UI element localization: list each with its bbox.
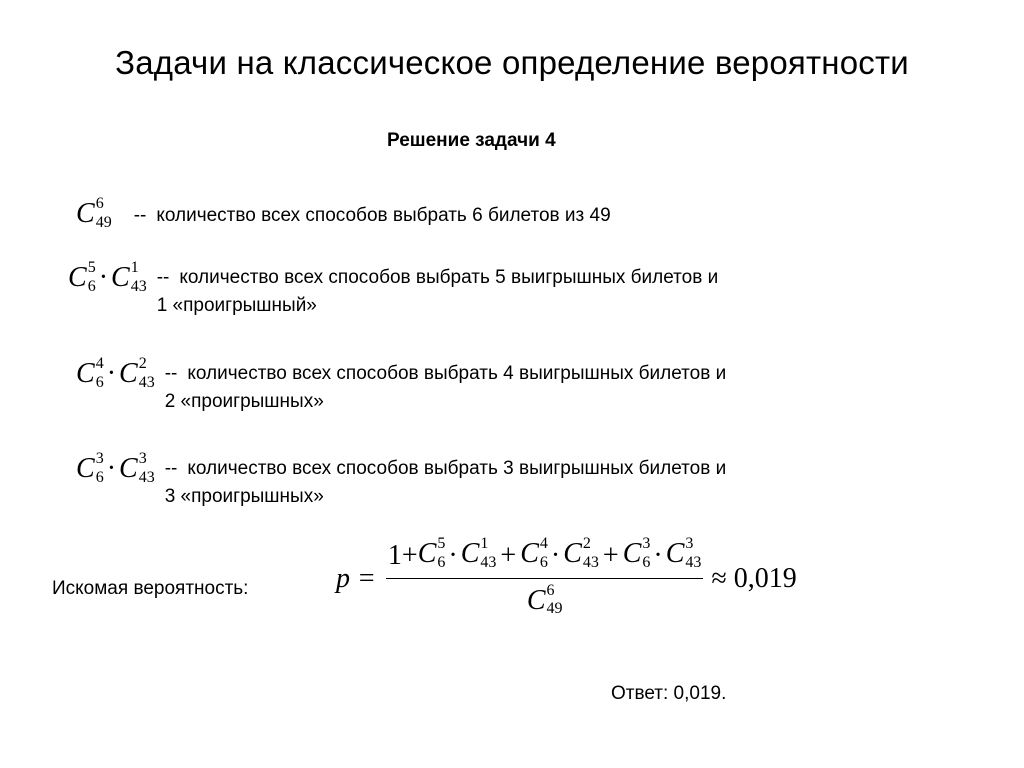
combination-formula: C 4 6 · C 2 43 (76, 355, 155, 391)
combination-description: -- количество всех способов выбрать 4 выигрышных билетов и 2 «проигрышных» (164, 363, 727, 412)
combination-row-1 (76, 195, 611, 234)
probability-formula (336, 535, 797, 620)
combination-row-4 (76, 450, 727, 511)
answer-text: Ответ: 0,019. (611, 683, 727, 704)
formula-denominator: C 6 49 (526, 581, 563, 618)
combination-description: -- количество всех способов выбрать 5 выигрышных билетов и 1 «проигрышный» (156, 267, 719, 316)
combination-description: -- количество всех способов выбрать 6 билетов из 49 (133, 204, 611, 226)
formula-numerator: 1+ C 5 6 · C 1 43 + C 4 6 · C 2 43 + C 3 6 · C 3 43 (387, 535, 702, 571)
formula-lhs: p = (336, 563, 376, 595)
formula-fraction (386, 535, 704, 620)
probability-label: Искомая вероятность: (52, 578, 249, 599)
combination-formula: C 6 49 (76, 195, 112, 231)
formula-result: ≈ 0,019 (711, 563, 797, 595)
combination-formula: C 3 6 · C 3 43 (76, 450, 155, 486)
slide-title: Задачи на классическое определение вероятности (115, 44, 909, 81)
combination-row-3 (76, 355, 727, 416)
combination-row-2 (68, 259, 719, 320)
combination-description: -- количество всех способов выбрать 3 выигрышных билетов и 3 «проигрышных» (164, 458, 727, 507)
solution-subtitle: Решение задачи 4 (387, 130, 556, 151)
combination-formula: C 5 6 · C 1 43 (68, 259, 147, 295)
